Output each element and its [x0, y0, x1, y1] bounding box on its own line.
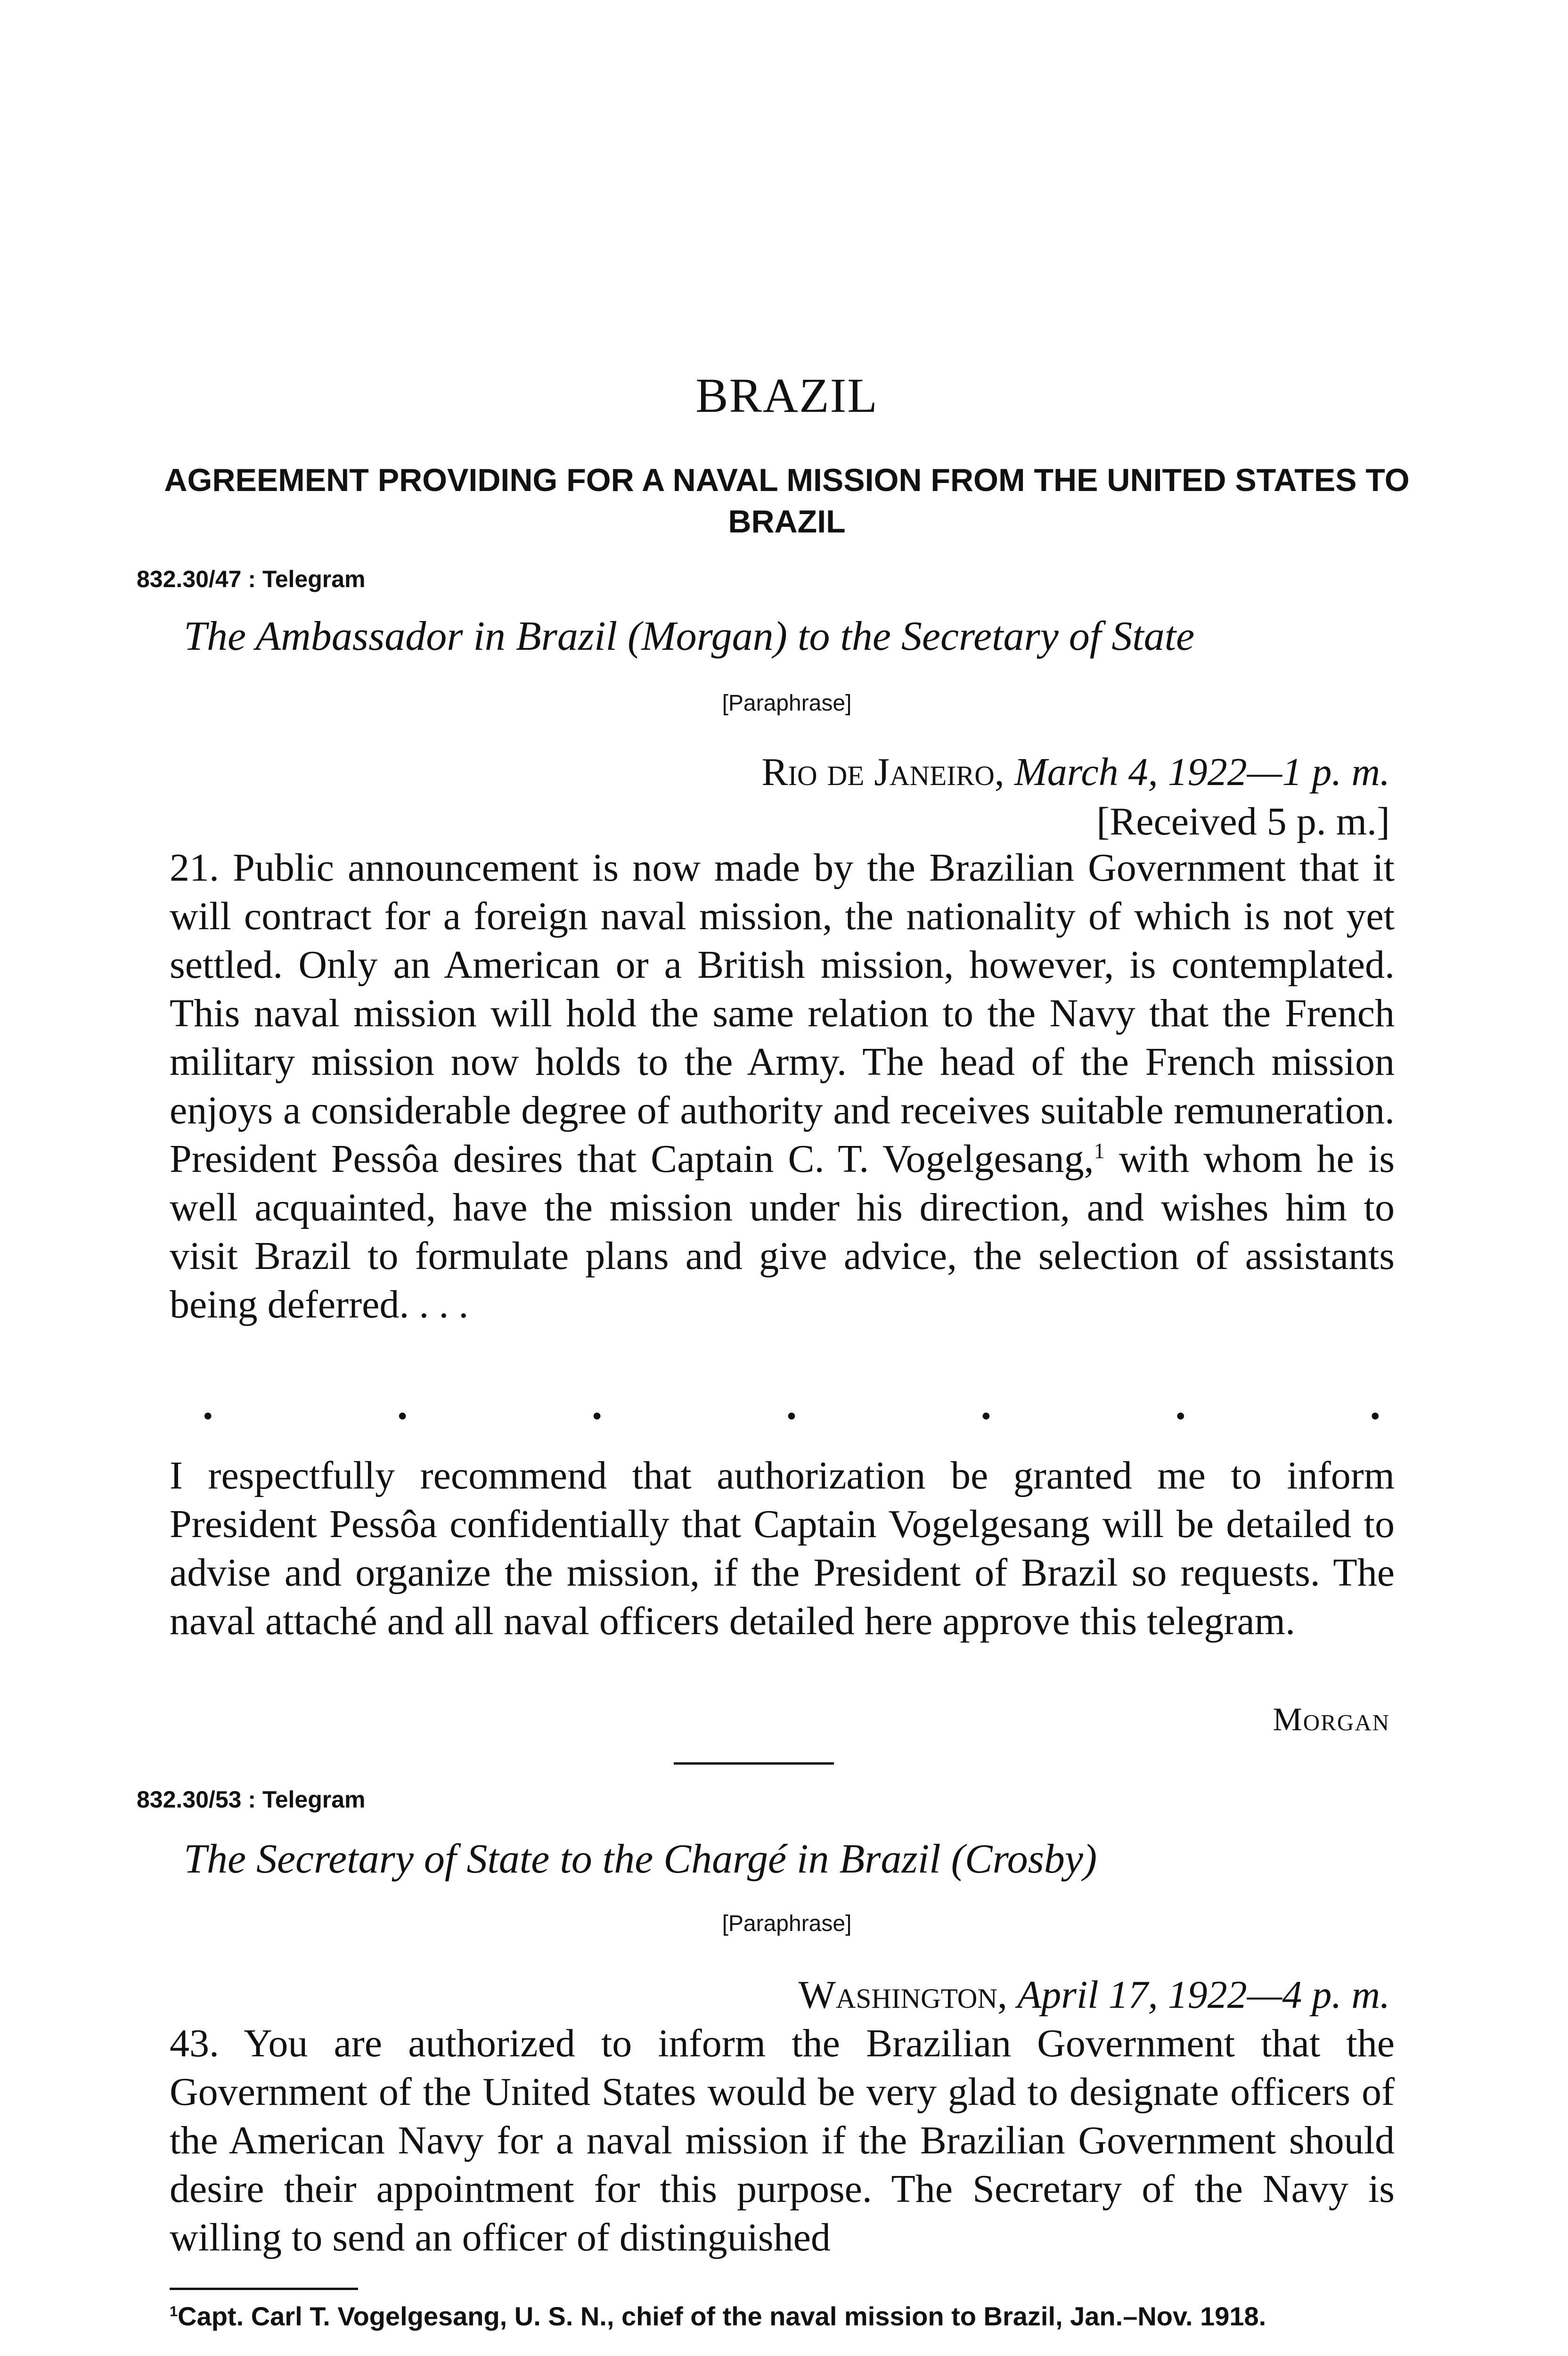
dateline-2 [799, 1972, 1390, 2018]
footnote-text: Capt. Carl T. Vogelgesang, U. S. N., chief of the naval mission to Brazil, Jan.–Nov. 1918. [178, 2301, 1266, 2331]
footnote-reference: 1 [1094, 1139, 1105, 1163]
signature-morgan: Morgan [1273, 1702, 1390, 1738]
country-heading: BRAZIL [695, 368, 878, 423]
dateline-1 [761, 749, 1390, 795]
paraphrase-label-1: [Paraphrase] [722, 691, 852, 716]
footnote-mark: 1 [170, 2303, 178, 2320]
paragraph-21-continued: with whom he is well acquainted, have the mission under his direction, and wishes him to visit Brazil to formulate plans and give advice, the selection of assistants being deferred. . . . [170, 1137, 1395, 1326]
dateline-date-2: April 17, 1922—4 p. m. [1017, 1973, 1390, 2017]
footnote [170, 2299, 1395, 2333]
received-note: [Received 5 p. m.] [1096, 800, 1390, 843]
paragraph-21-text: 21. Public announcement is now made by the Brazilian Government that it will contract for a foreign naval mission, the nationality of which is not yet settled. Only an American or a British mission, however, is contemplated. This naval mission will hold the same relation to the Navy that the French military mission now holds to the Army. The head of the French mission enjoys a considerable degree of authority and receives suitable remuneration. President Pessôa desires that Captain C. T. Vogelgesang, [170, 846, 1395, 1181]
dateline-place-1: Rio de Janeiro, [761, 750, 1004, 794]
paragraph-21 [170, 843, 1395, 1329]
document-page [137, 0, 1410, 2356]
dateline-date-1: March 4, 1922—1 p. m. [1014, 750, 1390, 794]
dateline-place-2: Washington, [798, 1973, 1007, 2017]
omission-dots: . . . . . . . [203, 1382, 1380, 1428]
paragraph-43: 43. You are authorized to inform the Brazilian Government that the Government of the United States would be very glad to designate officers of the American Navy for a naval mission if the Brazilian Government should desire their appointment for this purpose. The Secretary of the Navy is willing to send an officer of distinguished [170, 2021, 1395, 2259]
file-reference-1: 832.30/47 : Telegram [137, 566, 366, 592]
telegram-body-1 [170, 843, 1395, 1329]
section-title: AGREEMENT PROVIDING FOR A NAVAL MISSION FROM THE UNITED STATES TO BRAZIL [164, 462, 1410, 540]
paraphrase-label-2: [Paraphrase] [722, 1911, 852, 1936]
section-divider [674, 1762, 834, 1765]
telegram-body-2 [170, 2019, 1395, 2262]
footnote-rule [170, 2288, 358, 2290]
paragraph-recommendation: I respectfully recommend that authorization be granted me to inform President Pessôa confidentially that Captain Vogelgesang will be detailed to advise and organize the mission, if the President of Brazil so requests. The naval attaché and all naval officers detailed here approve this telegram. [170, 1454, 1395, 1643]
document-heading-1: The Ambassador in Brazil (Morgan) to the Secretary of State [184, 614, 1195, 659]
file-reference-2: 832.30/53 : Telegram [137, 1786, 366, 1813]
telegram-body-1b [170, 1451, 1395, 1645]
document-heading-2: The Secretary of State to the Chargé in Brazil (Crosby) [184, 1836, 1097, 1882]
